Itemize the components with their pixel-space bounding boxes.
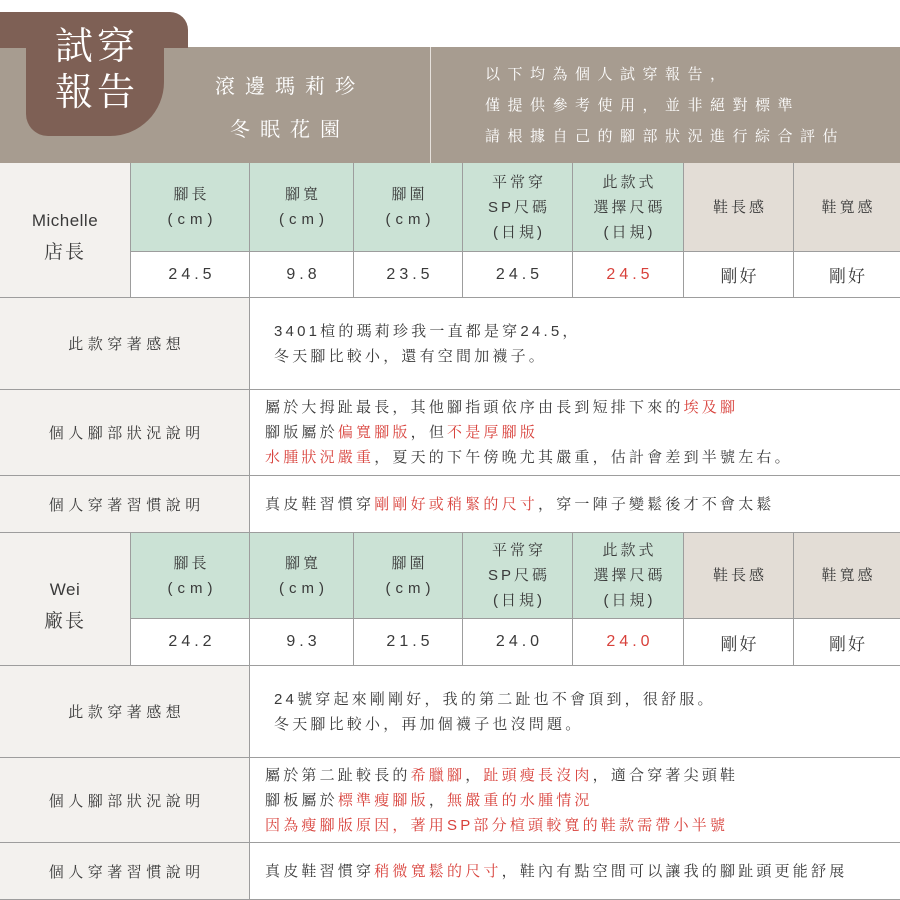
column-header-unit: (cm) — [385, 579, 436, 597]
badge-line: 報告 — [54, 72, 139, 114]
text-segment: 真皮鞋習慣穿 — [265, 862, 375, 880]
row-label-foot-condition: 個人腳部狀況說明 — [0, 390, 250, 476]
impression-line: 冬天腳比較小，再加個襪子也沒問題。 — [274, 715, 584, 733]
column-header-title: 腳圍 — [391, 186, 428, 203]
report-badge-title — [38, 24, 152, 116]
column-header-usual-size — [463, 163, 573, 252]
value-foot-length: 24.2 — [131, 619, 250, 666]
column-header-unit: (cm) — [167, 579, 218, 597]
column-header-title: 鞋寬感 — [821, 198, 876, 216]
column-header-unit: (日規) — [493, 592, 545, 609]
wearing-habit-line — [265, 859, 847, 884]
value-width-feel: 剛好 — [794, 252, 900, 298]
tester-name: Michelle — [31, 211, 99, 230]
text-segment: ，鞋內有點空間可以讓我的腳趾頭更能舒展 — [501, 862, 848, 880]
column-header-usual-size — [463, 533, 573, 619]
notice-line: 以下均為個人試穿報告， — [485, 66, 733, 83]
impression-line: 24號穿起來剛剛好，我的第二趾也不會頂到，很舒服。 — [274, 690, 716, 708]
product-style: 滾邊瑪莉珍 — [215, 76, 365, 98]
highlighted-text: 因為瘦腳版原因，著用SP部分楦頭較寬的鞋款需帶小半號 — [265, 816, 729, 834]
column-header-subtitle: 選擇尺碼 — [593, 198, 666, 216]
value-length-feel: 剛好 — [684, 619, 794, 666]
highlighted-text: 希臘腳 — [410, 766, 466, 784]
column-header-chosen-size — [573, 163, 684, 252]
value-foot-girth: 21.5 — [354, 619, 463, 666]
disclaimer-notice — [485, 59, 845, 152]
tester-name-cell — [0, 163, 131, 298]
highlighted-text: 不是厚腳版 — [447, 424, 539, 441]
value-foot-width: 9.8 — [250, 252, 354, 298]
column-header-title: 鞋長感 — [712, 567, 767, 584]
row-label-foot-condition: 個人腳部狀況說明 — [0, 758, 250, 843]
text-segment: ，適合穿著尖頭鞋 — [592, 766, 739, 784]
column-header-width-feel — [794, 163, 900, 252]
column-header-subtitle: SP尺碼 — [487, 567, 550, 584]
foot-condition-line — [265, 763, 738, 788]
column-header-foot-girth — [354, 163, 463, 252]
highlighted-text: 水腫狀況嚴重 — [265, 449, 375, 466]
column-header-title: 腳長 — [173, 554, 210, 572]
foot-condition-line — [265, 395, 738, 420]
foot-condition-line — [265, 420, 538, 445]
column-header-title: 此款式 — [602, 173, 657, 191]
highlighted-text: 偏寬腳版 — [337, 424, 411, 441]
column-header-foot-length — [131, 163, 250, 252]
tester-section-michelle — [0, 163, 900, 533]
value-chosen-size: 24.0 — [573, 619, 684, 666]
highlighted-text: 無嚴重的水腫情況 — [447, 791, 593, 809]
tester-name-cell — [0, 533, 131, 666]
column-header-width-feel — [794, 533, 900, 619]
value-foot-length: 24.5 — [131, 252, 250, 298]
impression-text — [250, 666, 900, 758]
column-header-foot-width — [250, 533, 354, 619]
column-header-title: 平常穿 — [491, 173, 546, 191]
impression-text — [250, 298, 900, 390]
column-header-title: 鞋長感 — [712, 198, 767, 216]
column-header-title: 腳寬 — [284, 186, 321, 203]
value-usual-size: 24.0 — [463, 619, 573, 666]
column-header-foot-width — [250, 163, 354, 252]
tester-name: Wei — [49, 580, 81, 599]
column-header-title: 腳圍 — [391, 554, 428, 572]
column-header-length-feel — [684, 533, 794, 619]
badge-line: 試穿 — [54, 26, 139, 68]
text-segment: ，夏天的下午傍晚尤其嚴重，估計會差到半號左右。 — [374, 449, 793, 466]
text-segment: 屬於大拇趾最長，其他腳指頭依序由長到短排下來的 — [265, 399, 684, 416]
wearing-habit-text — [250, 476, 900, 533]
foot-condition-line — [265, 813, 728, 838]
text-segment: ， — [465, 766, 484, 784]
wearing-habit-line — [265, 492, 775, 517]
column-header-subtitle: 選擇尺碼 — [593, 567, 666, 584]
text-segment: 真皮鞋習慣穿 — [265, 495, 375, 513]
product-color: 冬眠花園 — [230, 119, 350, 141]
column-header-subtitle: SP尺碼 — [487, 198, 550, 216]
tester-role: 廠長 — [43, 611, 86, 632]
column-header-title: 平常穿 — [491, 542, 546, 559]
text-segment: ， — [428, 791, 448, 809]
highlighted-text: 趾頭瘦長沒肉 — [483, 766, 593, 784]
text-segment: 腳板屬於 — [265, 791, 338, 809]
foot-condition-text — [250, 758, 900, 843]
column-header-title: 此款式 — [602, 542, 657, 559]
highlighted-text: 埃及腳 — [683, 399, 739, 416]
column-header-chosen-size — [573, 533, 684, 619]
column-header-foot-girth — [354, 533, 463, 619]
impression-line: 3401楦的瑪莉珍我一直都是穿24.5， — [274, 322, 581, 340]
column-header-unit: (cm) — [279, 579, 329, 597]
column-header-length-feel — [684, 163, 794, 252]
text-segment: 腳版屬於 — [265, 424, 338, 441]
column-header-unit: (日規) — [603, 223, 656, 241]
header-divider — [430, 47, 431, 163]
column-header-unit: (cm) — [167, 211, 218, 228]
column-header-unit: (日規) — [493, 223, 545, 241]
text-segment: ，穿一陣子變鬆後才不會太鬆 — [538, 495, 775, 513]
impression-line: 冬天腳比較小，還有空間加襪子。 — [274, 347, 548, 365]
tester-section-wei — [0, 533, 900, 900]
row-label-wearing-habit: 個人穿著習慣說明 — [0, 476, 250, 533]
text-segment: 屬於第二趾較長的 — [265, 766, 411, 784]
column-header-title: 腳寬 — [284, 554, 321, 572]
value-length-feel: 剛好 — [684, 252, 794, 298]
product-name — [160, 66, 410, 152]
foot-condition-line — [265, 788, 593, 813]
value-chosen-size: 24.5 — [573, 252, 684, 298]
highlighted-text: 剛剛好或稍緊的尺寸 — [374, 495, 539, 513]
value-width-feel: 剛好 — [794, 619, 900, 666]
column-header-title: 腳長 — [173, 186, 210, 203]
foot-condition-text — [250, 390, 900, 476]
column-header-foot-length — [131, 533, 250, 619]
notice-line: 請根據自己的腳部狀況進行綜合評估 — [485, 128, 846, 145]
foot-condition-line — [265, 445, 793, 470]
row-label-wearing-habit: 個人穿著習慣說明 — [0, 843, 250, 900]
column-header-unit: (cm) — [279, 211, 329, 228]
column-header-unit: (cm) — [385, 211, 436, 228]
wearing-habit-text — [250, 843, 900, 900]
row-label-impression: 此款穿著感想 — [0, 298, 250, 390]
column-header-title: 鞋寬感 — [821, 567, 876, 584]
highlighted-text: 稍微寬鬆的尺寸 — [374, 862, 502, 880]
tester-role: 店長 — [43, 242, 86, 263]
value-foot-girth: 23.5 — [354, 252, 463, 298]
notice-line: 僅提供參考使用，並非絕對標準 — [485, 97, 801, 114]
column-header-unit: (日規) — [603, 592, 656, 609]
text-segment: ，但 — [410, 424, 448, 441]
row-label-impression: 此款穿著感想 — [0, 666, 250, 758]
value-usual-size: 24.5 — [463, 252, 573, 298]
value-foot-width: 9.3 — [250, 619, 354, 666]
highlighted-text: 標準瘦腳版 — [337, 791, 429, 809]
